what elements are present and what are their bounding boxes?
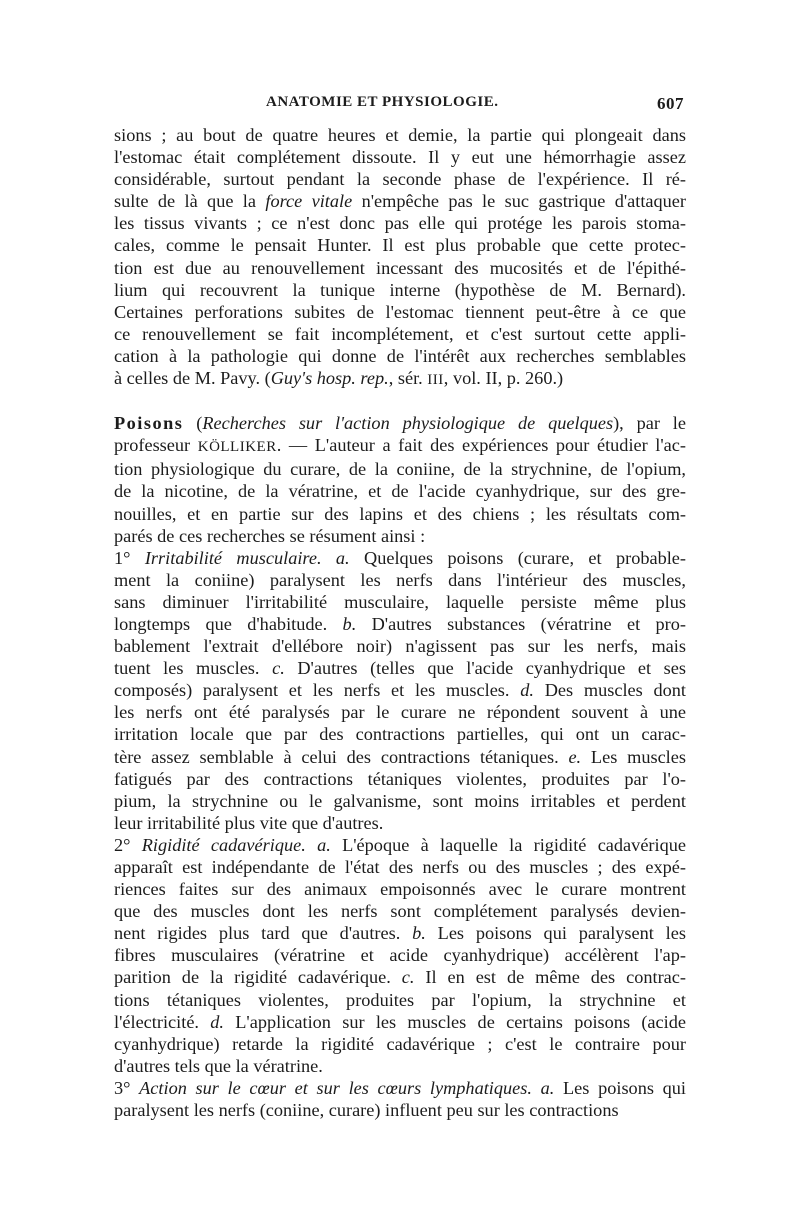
text-segment: cales, comme le pensait Hunter. Il est plus probable que cette protec- [114, 235, 686, 256]
text-segment: 2° [114, 834, 142, 855]
text-line [114, 168, 686, 190]
text-line [114, 1011, 686, 1033]
text-segment: Quelques poisons (curare, et probable- [349, 547, 687, 568]
text-segment: ce renouvellement se fait incomplétement, et c'est surtout cette appli- [114, 323, 686, 344]
paragraph-heart-action [114, 1077, 686, 1121]
text-segment: que des muscles dont les nerfs sont complétement paralysés devien- [114, 901, 686, 922]
text-segment: lium qui recouvrent la tunique interne (hypothèse de M. Bernard). [114, 279, 686, 300]
text-line [114, 812, 686, 834]
text-line [114, 1077, 686, 1099]
text-segment: tions tétaniques violentes, produites par l'opium, la strychnine et [114, 989, 686, 1010]
text-line [114, 503, 686, 525]
text-line [114, 1033, 686, 1055]
text-segment: parition de la rigidité cadavérique. [114, 967, 402, 988]
text-segment: Les poisons qui paralysent les [425, 923, 686, 944]
body-text [114, 124, 686, 1121]
text-segment: de la nicotine, de la vératrine, et de l'acide cyanhydrique, sur des gre- [114, 481, 686, 502]
paragraph-stomach-digestion [114, 124, 686, 391]
text-line [114, 547, 686, 569]
italic-text: b. [412, 923, 426, 944]
text-line [114, 480, 686, 502]
text-segment: paralysent les nerfs (coniine, curare) influent peu sur les contractions [114, 1100, 619, 1121]
page-number: 607 [657, 94, 684, 113]
text-segment: l'estomac était complétement dissoute. Il y eut une hémorrhagie assez [114, 147, 686, 168]
text-segment: riences faites sur des animaux empoisonnés avec le curare montrent [114, 879, 686, 900]
text-line [114, 723, 686, 745]
paragraph-cadaveric-rigidity [114, 834, 686, 1077]
text-segment: pium, la strychnine ou le galvanisme, sont moins irritables et perdent [114, 790, 686, 811]
text-line [114, 345, 686, 367]
text-segment: parés de ces recherches se résument ainsi : [114, 525, 426, 546]
text-line [114, 434, 686, 458]
text-segment: ), par le [613, 413, 686, 434]
text-line [114, 746, 686, 768]
text-segment: sulte de là que la [114, 191, 266, 212]
text-segment: fatigués par des contractions tétaniques violentes, produites par l'o- [114, 768, 686, 789]
italic-text: e. [568, 746, 582, 767]
text-segment: Les muscles [581, 746, 686, 767]
text-segment: cyanhydrique) retarde la rigidité cadavérique ; c'est le contraire pour [114, 1033, 686, 1054]
italic-text: Irritabilité musculaire. a. [144, 547, 350, 568]
italic-text: d. [210, 1011, 224, 1032]
text-line [114, 525, 686, 547]
text-line [114, 1055, 686, 1077]
text-segment: tuent les muscles. [114, 658, 273, 679]
page-header [118, 94, 684, 118]
text-line [114, 458, 686, 480]
text-line [114, 989, 686, 1011]
text-segment: , vol. II, p. 260.) [443, 368, 564, 389]
text-line [114, 146, 686, 168]
text-segment: nent rigides plus tard que d'autres. [114, 923, 413, 944]
italic-text: Guy's hosp. rep. [270, 368, 389, 389]
text-line [114, 768, 686, 790]
text-segment: cation à la pathologie qui donne de l'intérêt aux recherches semblables [114, 345, 686, 366]
text-segment: D'autres substances (vératrine et pro- [356, 613, 686, 634]
text-line [114, 301, 686, 323]
text-line [114, 591, 686, 613]
italic-text: Rigidité cadavérique. a. [141, 834, 331, 855]
italic-text: force vitale [265, 191, 353, 212]
text-segment: l'électricité. [114, 1011, 211, 1032]
small-caps-text: III [427, 372, 444, 389]
text-line [114, 900, 686, 922]
text-segment: Les poisons qui [554, 1077, 686, 1098]
text-segment: les nerfs ont été paralysés par le curare ne répondent souvent à une [114, 702, 686, 723]
text-segment: tion physiologique du curare, de la coniine, de la strychnine, de l'opium, [114, 459, 686, 480]
running-title: ANATOMIE ET PHYSIOLOGIE. [266, 94, 499, 110]
text-segment: 3° [114, 1077, 140, 1098]
text-segment: sions ; au bout de quatre heures et demie, la partie qui plongeait dans [114, 125, 686, 145]
paragraph-gap [114, 391, 686, 412]
text-segment: considérable, surtout pendant la seconde phase de l'expérience. Il ré- [114, 169, 686, 190]
text-segment: à celles de M. Pavy. ( [114, 368, 271, 389]
italic-text: Action sur le cœur et sur les cœurs lymphatiques. a. [139, 1077, 555, 1098]
text-line [114, 856, 686, 878]
text-line [114, 323, 686, 345]
text-line [114, 679, 686, 701]
text-segment: Il en est de même des contrac- [414, 967, 686, 988]
text-segment: composés) paralysent et les nerfs et les muscles. [114, 680, 521, 701]
text-line [114, 234, 686, 256]
section-heading: Poisons [114, 413, 184, 434]
text-segment: ( [183, 413, 203, 434]
text-segment: d'autres tels que la vératrine. [114, 1055, 323, 1076]
italic-text: d. [520, 680, 534, 701]
text-segment: , sér. [388, 368, 428, 389]
text-line [114, 790, 686, 812]
paragraph-poisons-intro [114, 412, 686, 547]
text-line [114, 1099, 686, 1121]
text-segment: les tissus vivants ; ce n'est donc pas elle qui protége les parois stoma- [114, 213, 686, 234]
small-caps-text: KÖLLIKER [197, 439, 277, 456]
text-segment: nouilles, et en partie sur des lapins et des chiens ; les résultats com- [114, 503, 686, 524]
text-line [114, 701, 686, 723]
text-line [114, 569, 686, 591]
text-line [114, 966, 686, 988]
text-segment: longtemps que d'habitude. [114, 613, 343, 634]
italic-text: Recherches sur l'action physiologique de quelques [202, 413, 614, 434]
italic-text: b. [342, 613, 357, 634]
text-line [114, 834, 686, 856]
text-line [114, 922, 686, 944]
text-line [114, 613, 686, 635]
text-segment: ment la coniine) paralysent les nerfs dans l'intérieur des muscles, [114, 569, 686, 590]
text-segment: L'application sur les muscles de certains poisons (acide [223, 1011, 686, 1032]
paragraph-muscular-irritability [114, 547, 686, 834]
text-line [114, 412, 686, 434]
text-segment: irritation locale que par des contractions partielles, qui ont un carac- [114, 724, 686, 745]
text-line [114, 257, 686, 279]
text-line [114, 124, 686, 146]
text-segment: L'époque à laquelle la rigidité cadavérique [330, 834, 686, 855]
text-line [114, 944, 686, 966]
text-segment: bablement l'extrait d'ellébore noir) n'agissent pas sur les nerfs, mais [114, 636, 686, 657]
text-segment: Certaines perforations subites de l'estomac tiennent peut-être à ce que [114, 301, 686, 322]
text-segment: tion est due au renouvellement incessant des mucosités et de l'épithé- [114, 257, 686, 278]
text-segment: apparaît est indépendante de l'état des nerfs ou des muscles ; des expé- [114, 857, 686, 877]
text-segment: fibres musculaires (vératrine et acide cyanhydrique) accélèrent l'ap- [114, 945, 686, 966]
italic-text: c. [272, 658, 285, 679]
text-segment: . — L'auteur a fait des expériences pour étudier l'ac- [276, 435, 686, 456]
text-line [114, 212, 686, 234]
text-segment: D'autres (telles que l'acide cyanhydrique et ses [284, 658, 686, 679]
text-line [114, 635, 686, 657]
text-segment: leur irritabilité plus vite que d'autres. [114, 812, 384, 833]
text-line [114, 367, 686, 391]
italic-text: c. [401, 967, 415, 988]
text-segment: 1° [114, 547, 145, 568]
text-segment: n'empêche pas le suc gastrique d'attaquer [352, 191, 687, 212]
text-line [114, 657, 686, 679]
text-line [114, 190, 686, 212]
text-segment: tère assez semblable à celui des contractions tétaniques. [114, 746, 569, 767]
text-line [114, 878, 686, 900]
text-segment: sans diminuer l'irritabilité musculaire, laquelle persiste même plus [114, 591, 686, 612]
text-segment: Des muscles dont [533, 680, 686, 701]
text-segment: professeur [114, 435, 198, 456]
text-line [114, 279, 686, 301]
